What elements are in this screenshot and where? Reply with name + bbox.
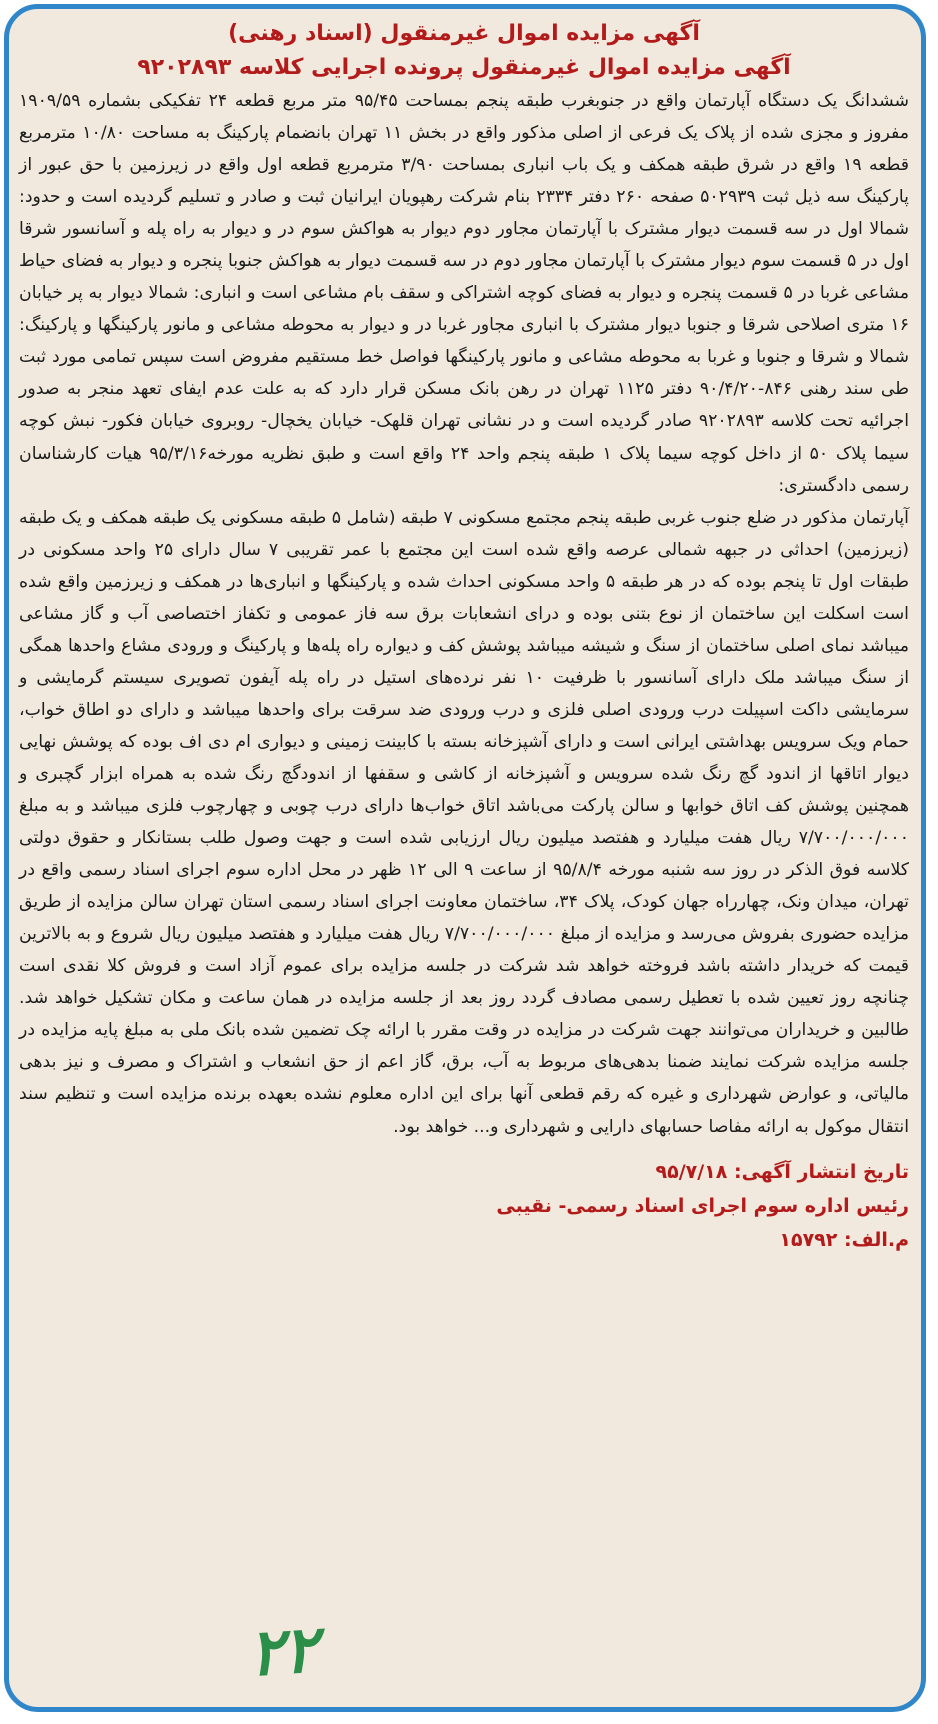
body-paragraph-property: ششدانگ یک دستگاه آپارتمان واقع در جنوبغرب طبقه پنجم بمساحت ۹۵/۴۵ متر مربع قطعه ۲۴ تفکیکی بشماره ۱۹۰۹/۵۹ مفروز و مجزی شده از پلاک یک فرعی از اصلی مذکور واقع در بخش ۱۱ تهران بانضمام پارکینگ به مساحت ۱۰/۸۰ مترمربع قطعه ۱۹ واقع در شرق طبقه همکف و یک باب انباری بمساحت ۳/۹۰ مترمربع قطعه اول واقع در زیرزمین با حق عبور از پارکینگ سه ذیل ثبت ۵۰۲۹۳۹ صفحه ۲۶۰ دفتر ۲۳۳۴ بنام شرکت رهپویان ایرانیان ثبت و صادر و تسلیم گردیده است و حدود: شمالا اول در سه قسمت دیوار مشترک با آپارتمان مجاور دوم دیوار به هواکش سوم در و دیوار به راه پله و آسانسور شرقا اول در ۵ قسمت سوم دیوار مشترک با آپارتمان مجاور دوم در سه قسمت دیوار به هواکش جنوبا پنجره و دیوار به فضای حیاط مشاعی غربا در ۵ قسمت پنجره و دیوار به فضای کوچه اشتراکی و سقف بام مشاعی است و انباری: شمالا دیوار به پر خیابان ۱۶ متری اصلاحی شرقا و جنوبا دیوار مشترک با انباری مجاور غربا در و دیوار به محوطه مشاعی و مانور پارکینگها و پارکینگ: شمالا و شرقا و جنوبا و غربا به محوطه مشاعی و مانور پارکینگها فواصل خط مستقیم مفروض است سپس تمامی مورد ثبت طی سند رهنی ۸۴۶-۹۰/۴/۲۰ دفتر ۱۱۲۵ تهران در رهن بانک مسکن قرار دارد که به علت عدم ایفای تعهد منجر به صدور اجرائیه تحت کلاسه ۹۲۰۲۸۹۳ صادر گردیده است و در نشانی تهران قلهک- خیابان یخچال- روبروی خیابان فکور- نبش کوچه سیما پلاک ۵۰ از داخل کوچه سیما پلاک ۱ طبقه پنجم واحد ۲۴ واقع است و طبق نظریه مورخه۹۵/۳/۱۶ هیات کارشناسان رسمی دادگستری: [19, 91, 909, 496]
signature: رئیس اداره سوم اجرای اسناد رسمی- نقیبی [496, 1194, 909, 1217]
handwritten-number: ۲۲ [246, 1611, 321, 1692]
notice-body [19, 85, 909, 1143]
reference-number: م.الف: ۱۵۷۹۲ [779, 1228, 909, 1251]
body-paragraph-appraisal: آپارتمان مذکور در ضلع جنوب غربی طبقه پنجم مجتمع مسکونی ۷ طبقه (شامل ۵ طبقه مسکونی یک طبقه همکف و یک طبقه (زیرزمین) احداثی در جبهه شمالی عرصه واقع شده است این مجتمع با عمر تقریبی ۷ سال دارای ۲۵ واحد مسکونی در طبقات اول تا پنجم بوده که در هر طبقه ۵ واحد مسکونی احداث شده و پارکینگها و انباری‌ها در همکف و زیرزمین واقع شده است اسکلت این ساختمان از نوع بتنی بوده و درای انشعابات برق سه فاز عمومی و تکفاز اختصاصی آب و گاز مشاعی میباشد نمای اصلی ساختمان از سنگ و شیشه میباشد پوشش کف و دیواره راه پله‌ها و پارکینگ و ورودی مشاع واحدها همگی از سنگ میباشد ملک دارای آسانسور با ظرفیت ۱۰ نفر نرده‌های استیل در راه پله آیفون تصویری سیستم گرمایشی و سرمایشی داکت اسپیلت درب ورودی اصلی فلزی و درب ورودی ضد سرقت برای واحدها میباشد و دارای دو اطاق خواب، حمام ویک سرویس بهداشتی ایرانی است و دارای آشپزخانه بسته با کابینت زمینی و دیواری ام دی اف بوده که پوشش نهایی دیوار اتاقها از اندود گچ رنگ شده سرویس و آشپزخانه از کاشی و سقفها از اندودگچ رنگ شده به همراه ابزار گچبری و همچنین پوشش کف اتاق خوابها و سالن پارکت می‌باشد اتاق خواب‌ها دارای درب چوبی و چهارچوب فلزی میباشد و به مبلغ ۷/۷۰۰/۰۰۰/۰۰۰ ریال هفت میلیارد و هفتصد میلیون ریال ارزیابی شده است و جهت وصول طلب بستانکار و حقوق دولتی کلاسه فوق الذکر در روز سه شنبه مورخه ۹۵/۸/۴ از ساعت ۹ الی ۱۲ ظهر در محل اداره سوم اجرای اسناد رسمی واقع در تهران، میدان ونک، چهارراه جهان کودک، پلاک ۳۴، ساختمان معاونت اجرای اسناد رسمی استان تهران سالن مزایده از طریق مزایده حضوری بفروش می‌رسد و مزایده از مبلغ ۷/۷۰۰/۰۰۰/۰۰۰ ریال هفت میلیارد و هفتصد میلیون ریال شروع و به بالاترین قیمت که خریدار داشته باشد فروخته خواهد شد شرکت در جلسه مزایده برای عموم آزاد است و فروش کلا نقدی است چنانچه روز تعیین شده با تعطیل رسمی مصادف گردد روز بعد از جلسه مزایده در همان ساعت و مکان تشکیل خواهد شد. طالبین و خریداران می‌توانند جهت شرکت در مزایده در وقت مقرر با ارائه چک تضمین شده بانک ملی به مبلغ پایه مزایده در جلسه مزایده شرکت نمایند ضمنا بدهی‌های مربوط به آب، برق، گاز اعم از حق انشعاب و اشتراک و مصرف و نیز بدهی مالیاتی، و عوارض شهرداری و غیره که رقم قطعی آنها برای این اداره معلوم نشده بعهده برنده مزایده است و تنظیم سند انتقال موکول به ارائه مفاصا حسابهای دارایی و شهرداری و... خواهد بود. [19, 507, 910, 1137]
notice-frame [4, 4, 926, 1712]
notice-content [19, 17, 909, 1699]
notice-footer [19, 1155, 909, 1257]
notice-subtitle: آگهی مزایده اموال غیرمنقول پرونده اجرایی کلاسه ۹۲۰۲۸۹۳ [137, 55, 791, 80]
notice-title: آگهی مزایده اموال غیرمنقول (اسناد رهنی) [228, 21, 700, 46]
publish-date: تاریخ انتشار آگهی: ۹۵/۷/۱۸ [655, 1160, 909, 1183]
